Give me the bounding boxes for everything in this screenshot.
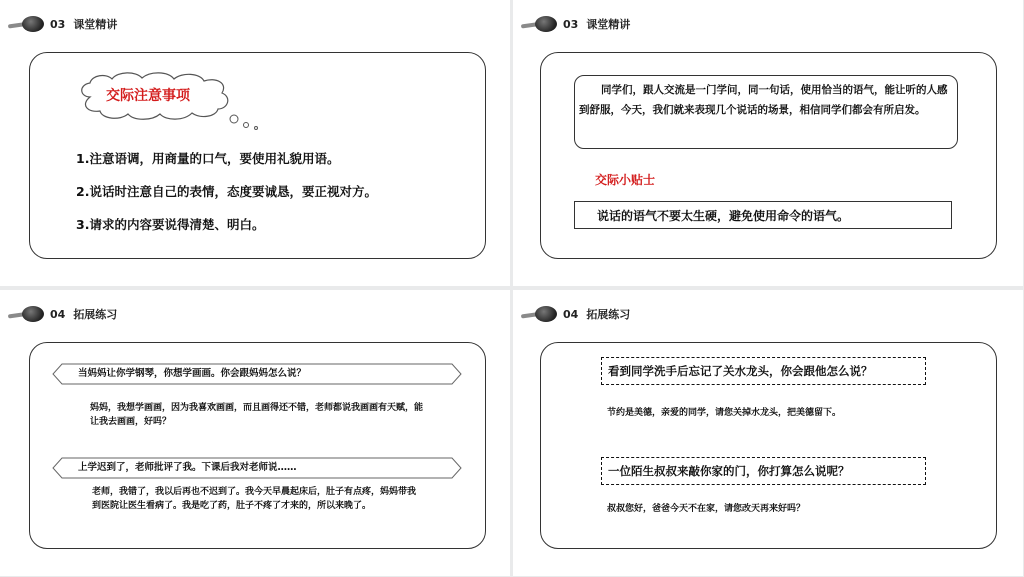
cloud-label: 交际注意事项 [106, 88, 190, 104]
section-title: 课堂精讲 [586, 18, 631, 31]
section-title: 课堂精讲 [73, 18, 118, 31]
pushpin-icon [521, 306, 557, 322]
answer-text: 节约是美德，亲爱的同学，请您关掉水龙头，把美德留下。 [607, 408, 842, 418]
section-number: 04 [50, 307, 66, 321]
answer-text: 妈妈，我想学画画，因为我喜欢画画，而且画得还不错，老师都说我画画有天赋，能让我去画画，好吗？ [90, 403, 424, 427]
section-number: 03 [50, 17, 66, 31]
section-header [521, 304, 630, 324]
slide-04-practice-b[interactable] [513, 290, 1023, 576]
pushpin-icon [8, 16, 44, 32]
section-number: 03 [563, 17, 579, 31]
question-banner [52, 457, 462, 479]
section-title: 拓展练习 [73, 308, 118, 321]
question-text: 当妈妈让你学钢琴，你想学画画。你会跟妈妈怎么说？ [78, 368, 307, 379]
rule-item: 2.说话时注意自己的表情，态度要诚恳，要正视对方。 [76, 184, 377, 199]
pushpin-icon [521, 16, 557, 32]
content-card [29, 52, 486, 259]
content-card [29, 342, 486, 549]
section-header [8, 304, 117, 324]
slide-03-tips[interactable] [513, 0, 1023, 286]
content-card [540, 52, 997, 259]
section-number: 04 [563, 307, 579, 321]
pushpin-icon [8, 306, 44, 322]
section-header [8, 14, 117, 34]
rule-item: 3.请求的内容要说得清楚、明白。 [76, 217, 265, 232]
section-header [521, 14, 630, 34]
slide-04-practice-a[interactable] [0, 290, 510, 576]
slide-03-etiquette[interactable] [0, 0, 510, 286]
content-card [540, 342, 997, 549]
thought-cloud [74, 75, 222, 115]
intro-text: 同学们，跟人交流是一门学问，同一句话，使用恰当的语气，能让听的人感到舒服，今天，我们就来表现几个说话的场景，相信同学们都会有所启发。 [574, 75, 958, 149]
question-text: 上学迟到了，老师批评了我。下课后我对老师说…… [78, 462, 297, 473]
question-box: 一位陌生叔叔来敲你家的门，你打算怎么说呢？ [601, 457, 926, 485]
question-banner [52, 363, 462, 385]
rules-list [76, 149, 476, 248]
section-title: 拓展练习 [586, 308, 631, 321]
answer-text: 老师，我错了，我以后再也不迟到了。我今天早晨起床后，肚子有点疼，妈妈带我到医院让医生看病了。我是吃了药，肚子不疼了才来的，所以来晚了。 [92, 487, 417, 511]
tips-title: 交际小贴士 [595, 173, 656, 187]
question-box: 看到同学洗手后忘记了关水龙头，你会跟他怎么说？ [601, 357, 926, 385]
tip-box: 说话的语气不要太生硬，避免使用命令的语气。 [574, 201, 952, 229]
rule-item: 1.注意语调，用商量的口气，要使用礼貌用语。 [76, 151, 340, 166]
answer-text: 叔叔您好，爸爸今天不在家，请您改天再来好吗？ [607, 504, 806, 514]
